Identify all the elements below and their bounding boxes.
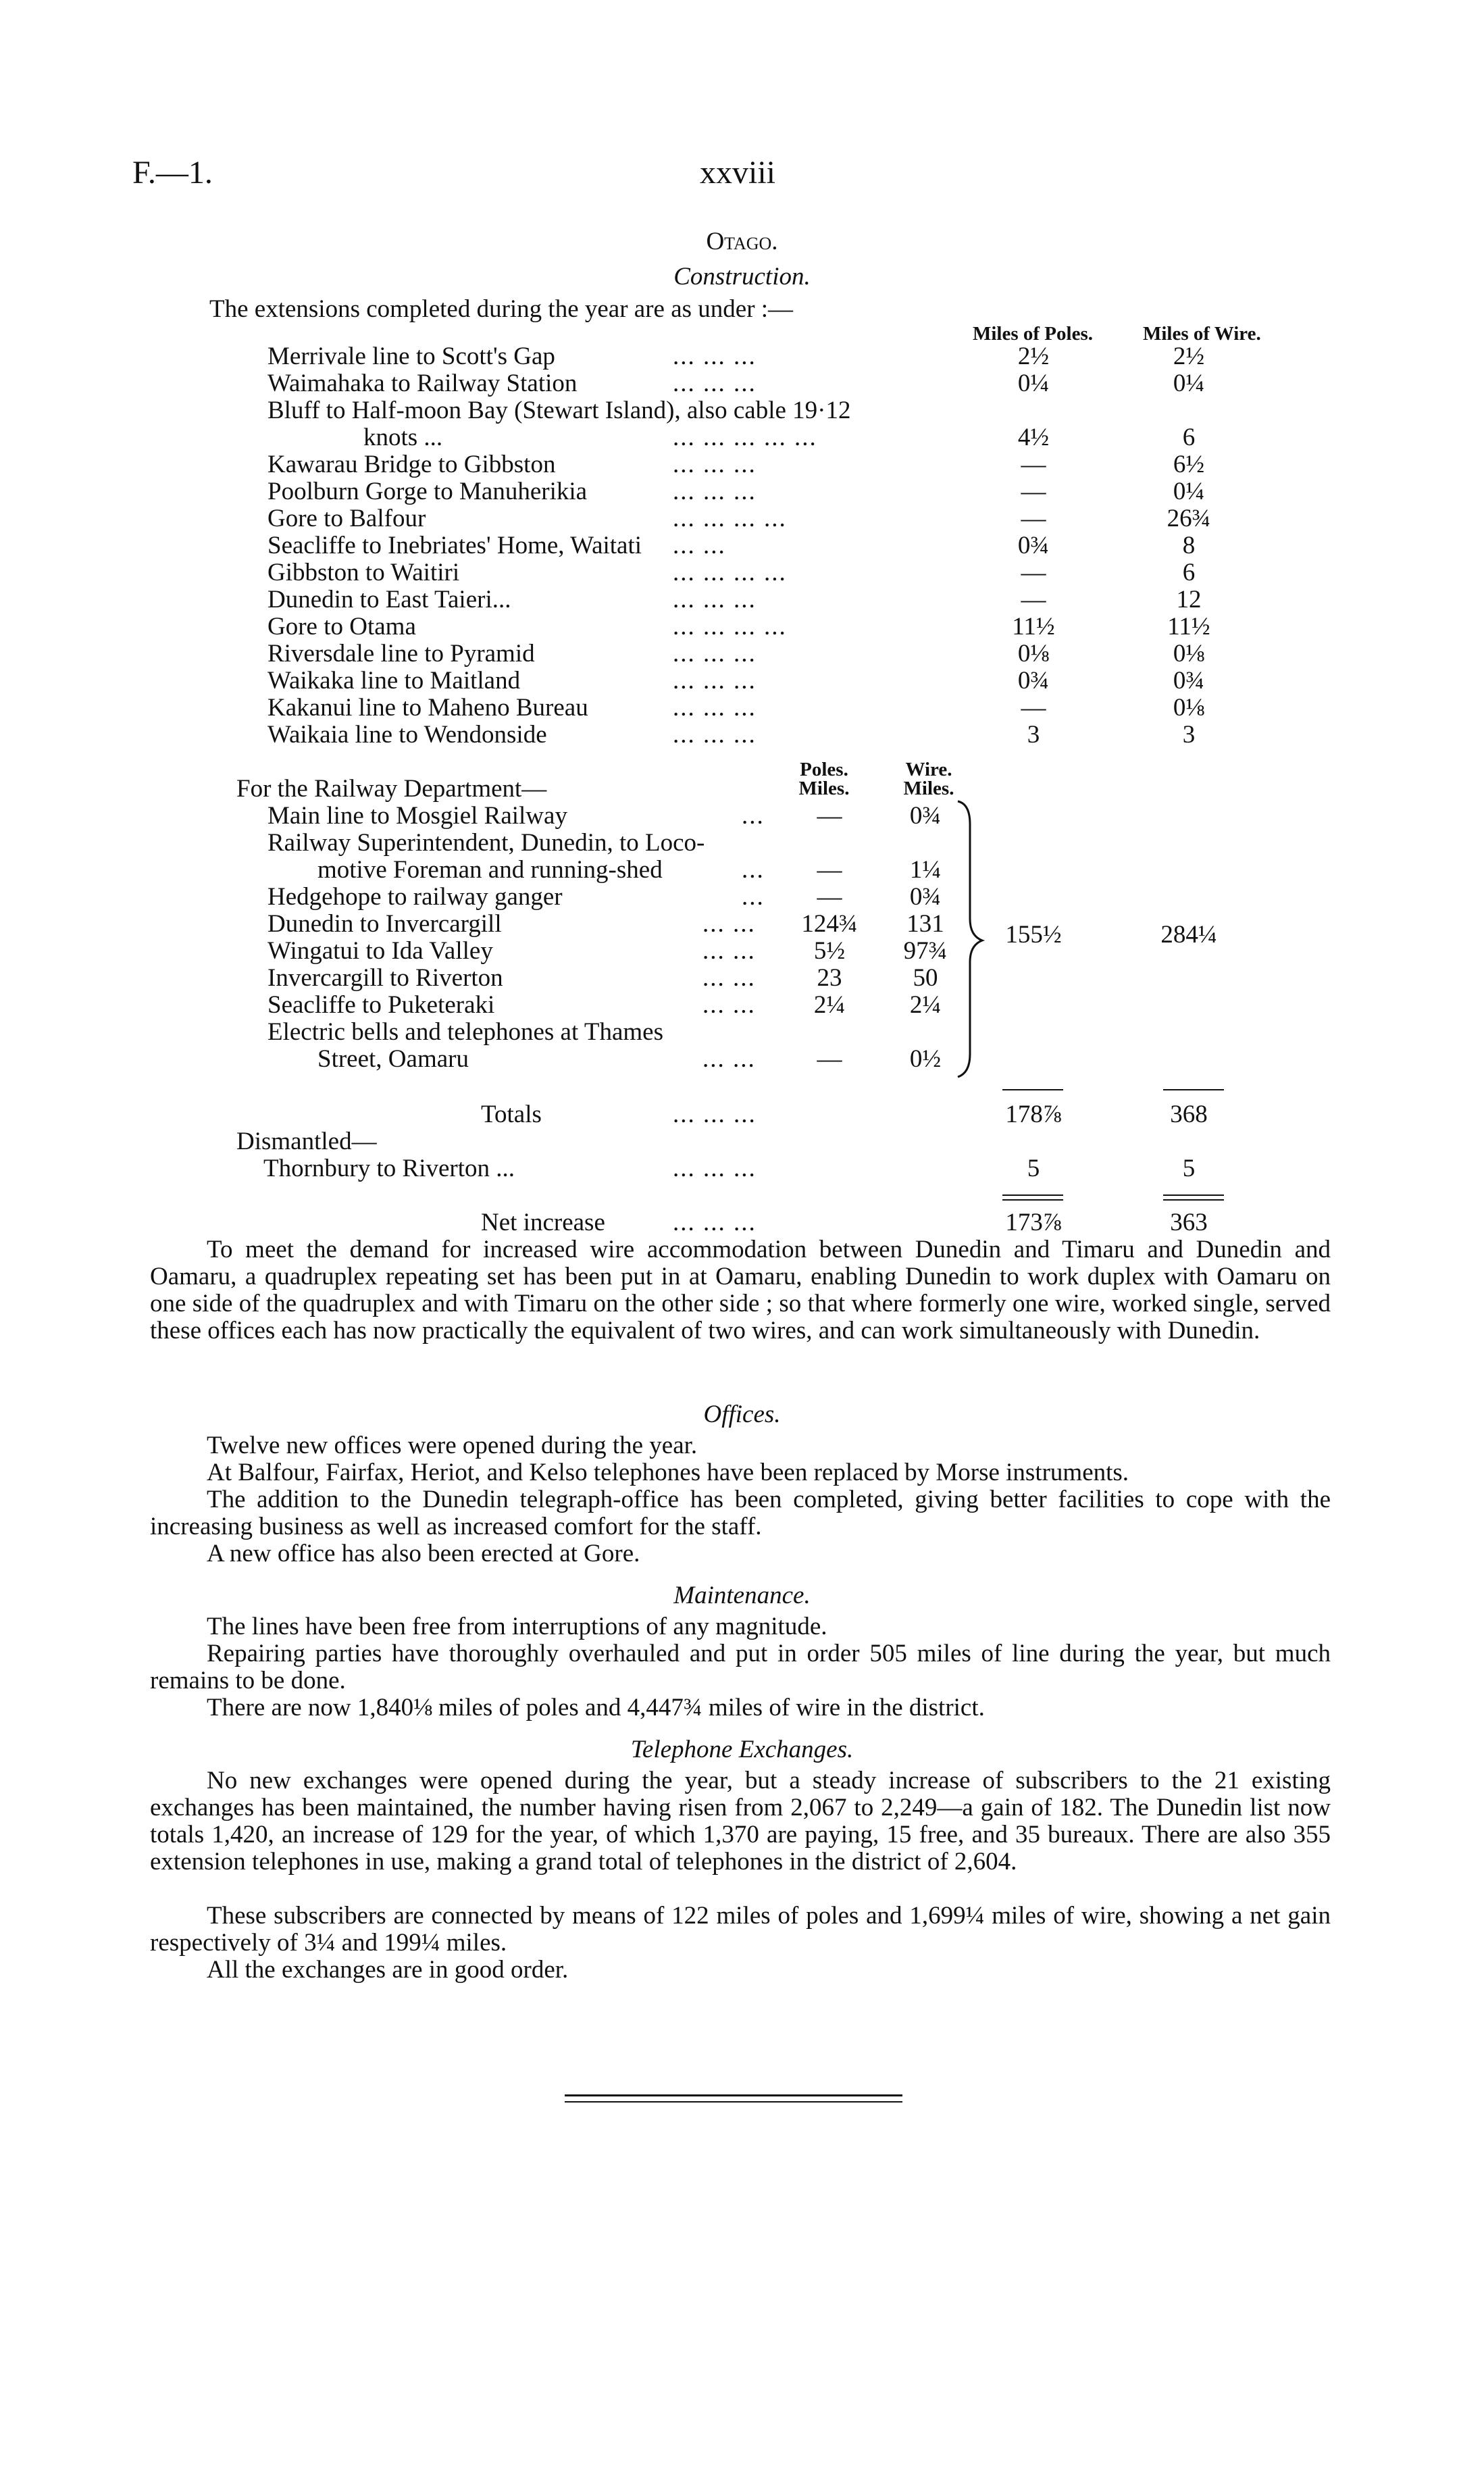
- line-dots: ... ... ... ... ...: [673, 424, 817, 451]
- line-name: Riversdale line to Pyramid: [267, 640, 535, 668]
- railway-col-wire: Wire.: [905, 759, 952, 780]
- line-wire: 11½: [1167, 613, 1210, 640]
- line-wire: 0⅛: [1173, 640, 1205, 668]
- line-poles: —: [1021, 559, 1046, 586]
- line-name: Dunedin to East Taieri...: [267, 586, 511, 613]
- line-poles: —: [1021, 478, 1046, 505]
- totals-poles: 178⅞: [1005, 1101, 1062, 1128]
- line-name: Gore to Otama: [267, 613, 416, 640]
- dismantled-dots: ... ... ...: [673, 1155, 757, 1182]
- line-poles: 0¾: [1017, 532, 1050, 559]
- maintenance-heading: Maintenance.: [673, 1582, 811, 1609]
- construction-paragraph: To meet the demand for increased wire accommodation between Dunedin and Timaru and Dunedin and Oamaru, a quadruplex repeating set has been put in at Oamaru, enabling Dunedin to work duplex with Oamaru on one side of the quadruplex and with Timaru on the other side ; so that where formerly one wire, worked single, served these offices each has now practically the equivalent of two wires, and can work simultaneously with Dunedin.: [150, 1236, 1331, 1344]
- railway-row-poles: 23: [817, 964, 842, 992]
- page-code: F.—1.: [132, 155, 213, 191]
- railway-total-wire: 284¼: [1160, 921, 1217, 949]
- line-wire: 6: [1182, 424, 1196, 451]
- line-poles: 11½: [1012, 613, 1055, 640]
- maintenance-para-1: The lines have been free from interruptions of any magnitude.: [207, 1613, 827, 1640]
- line-wire: 6½: [1173, 451, 1205, 478]
- line-dots: ... ...: [673, 532, 726, 559]
- offices-para-3: The addition to the Dunedin telegraph-office has been completed, giving better facilities to cope with the increasing business as well as increased comfort for the staff.: [150, 1486, 1331, 1540]
- railway-row-wire: 97¾: [903, 937, 948, 965]
- telephone-para-1: No new exchanges were opened during the year, but a steady increase of subscribers to the 21 existing exchanges has been maintained, the number having risen from 2,067 to 2,249—a gain of 182. The Dunedin list now totals 1,420, an increase of 129 for the year, of which 1,370 are paying, 15 free, and 35 bureaux. There are also 355 extension telephones in use, making a grand total of telephones in the district of 2,604.: [150, 1767, 1331, 1876]
- dismantled-line: Thornbury to Riverton ...: [263, 1155, 515, 1182]
- line-poles: —: [1021, 694, 1046, 722]
- totals-label: Totals: [481, 1101, 542, 1128]
- dismantled-heading: Dismantled—: [236, 1128, 377, 1155]
- line-name: Seacliffe to Inebriates' Home, Waitati: [267, 532, 642, 559]
- maintenance-para-2: Repairing parties have thoroughly overhauled and put in order 505 miles of line during the year, but much remains to be done.: [150, 1640, 1331, 1694]
- line-wire: 2½: [1173, 343, 1205, 370]
- line-name: Kawarau Bridge to Gibbston: [267, 451, 556, 478]
- closing-rule-bottom: [565, 2101, 902, 2103]
- dismantled-poles: 5: [1027, 1155, 1040, 1182]
- telephone-para-3: All the exchanges are in good order.: [207, 1956, 569, 1984]
- line-poles: 2½: [1017, 343, 1050, 370]
- line-poles: 4½: [1017, 424, 1050, 451]
- line-name: Waikaia line to Wendonside: [267, 721, 547, 749]
- line-wire: 0¼: [1173, 370, 1205, 397]
- line-wire: 12: [1176, 586, 1202, 613]
- line-poles: —: [1021, 505, 1046, 532]
- railway-row-wire: 50: [913, 964, 938, 992]
- net-rule2-wire: [1163, 1199, 1224, 1201]
- railway-row-name: Main line to Mosgiel Railway: [267, 802, 567, 830]
- railway-row-name: motive Foreman and running-shed: [317, 856, 663, 884]
- railway-row-wire: 0½: [909, 1045, 942, 1073]
- line-dots: ... ... ... ...: [673, 559, 787, 586]
- line-poles: 0¾: [1017, 667, 1050, 695]
- line-dots: ... ... ...: [673, 721, 757, 749]
- line-poles: 0⅛: [1017, 640, 1050, 668]
- railway-row-wire: 1¼: [909, 856, 942, 884]
- net-wire: 363: [1170, 1209, 1208, 1236]
- line-poles: 3: [1027, 721, 1040, 749]
- page-number: xxviii: [700, 155, 776, 191]
- line-wire: 0¼: [1173, 478, 1205, 505]
- railway-row-name: Hedgehope to railway ganger: [267, 883, 563, 911]
- line-name: Poolburn Gorge to Manuherikia: [267, 478, 588, 505]
- offices-para-1: Twelve new offices were opened during the year.: [207, 1432, 698, 1459]
- line-name: Bluff to Half-moon Bay (Stewart Island), also cable 19·12: [267, 397, 851, 424]
- railway-row-name: Wingatui to Ida Valley: [267, 937, 493, 965]
- railway-row-poles: 5½: [813, 937, 846, 965]
- railway-row-name: Electric bells and telephones at Thames: [267, 1018, 663, 1046]
- line-name: knots ...: [363, 424, 443, 451]
- railway-row-dots: ...: [742, 856, 765, 884]
- line-wire: 0⅛: [1173, 694, 1205, 722]
- net-rule-poles: [1002, 1194, 1063, 1196]
- line-wire: 3: [1182, 721, 1196, 749]
- dismantled-wire: 5: [1182, 1155, 1196, 1182]
- railway-row-poles: —: [817, 802, 842, 830]
- railway-total-poles: 155½: [1005, 921, 1062, 949]
- railway-row-wire: 0¾: [909, 802, 942, 830]
- line-poles: 0¼: [1017, 370, 1050, 397]
- railway-row-name: Railway Superintendent, Dunedin, to Loco-: [267, 829, 705, 857]
- railway-row-dots: ... ...: [702, 937, 756, 965]
- offices-heading: Offices.: [703, 1401, 781, 1428]
- railway-row-dots: ...: [742, 883, 765, 911]
- line-dots: ... ... ...: [673, 370, 757, 397]
- railway-col-wire-unit: Miles.: [903, 778, 954, 799]
- col-head-poles: Miles of Poles.: [973, 323, 1093, 345]
- totals-dots: ... ... ...: [673, 1101, 757, 1128]
- railway-row-poles: —: [817, 856, 842, 884]
- railway-row-dots: ... ...: [702, 991, 756, 1019]
- line-dots: ... ... ...: [673, 586, 757, 613]
- line-wire: 6: [1182, 559, 1196, 586]
- line-poles: —: [1021, 586, 1046, 613]
- line-dots: ... ... ... ...: [673, 505, 787, 532]
- line-dots: ... ... ...: [673, 478, 757, 505]
- railway-row-dots: ...: [742, 802, 765, 830]
- railway-heading: For the Railway Department—: [236, 775, 547, 803]
- net-rule-wire: [1163, 1194, 1224, 1196]
- railway-row-wire: 131: [906, 910, 944, 938]
- telephone-para-2: These subscribers are connected by means of 122 miles of poles and 1,699¼ miles of wire, showing a net gain respectively of 3¼ and 199¼ miles.: [150, 1902, 1331, 1957]
- construction-intro: The extensions completed during the year are as under :—: [209, 295, 794, 323]
- railway-row-wire: 0¾: [909, 883, 942, 911]
- railway-row-dots: ... ...: [702, 910, 756, 938]
- line-wire: 26¾: [1167, 505, 1211, 532]
- line-poles: —: [1021, 451, 1046, 478]
- railway-row-wire: 2¼: [909, 991, 942, 1019]
- line-wire: 0¾: [1173, 667, 1205, 695]
- line-dots: ... ... ...: [673, 640, 757, 668]
- totals-rule-wire: [1163, 1089, 1224, 1090]
- line-wire: 8: [1182, 532, 1196, 559]
- line-dots: ... ... ...: [673, 667, 757, 695]
- closing-rule-top: [565, 2094, 902, 2096]
- construction-heading: Construction.: [673, 263, 811, 291]
- railway-row-name: Invercargill to Riverton: [267, 964, 503, 992]
- net-rule2-poles: [1002, 1199, 1063, 1201]
- totals-wire: 368: [1170, 1101, 1208, 1128]
- line-name: Kakanui line to Maheno Bureau: [267, 694, 588, 722]
- maintenance-para-3: There are now 1,840⅛ miles of poles and 4,447¾ miles of wire in the district.: [207, 1694, 985, 1721]
- railway-row-poles: 2¼: [813, 991, 846, 1019]
- line-name: Gibbston to Waitiri: [267, 559, 460, 586]
- railway-brace: [952, 797, 993, 1081]
- railway-row-poles: 124¾: [801, 910, 858, 938]
- railway-row-dots: ... ...: [702, 1045, 756, 1073]
- net-poles: 173⅞: [1005, 1209, 1062, 1236]
- railway-row-name: Street, Oamaru: [317, 1045, 469, 1073]
- line-dots: ... ... ...: [673, 694, 757, 722]
- region-title: Otago.: [706, 228, 778, 255]
- railway-row-name: Seacliffe to Puketeraki: [267, 991, 495, 1019]
- line-dots: ... ... ... ...: [673, 613, 787, 640]
- line-name: Gore to Balfour: [267, 505, 426, 532]
- totals-rule-poles: [1002, 1089, 1063, 1090]
- line-dots: ... ... ...: [673, 343, 757, 370]
- railway-row-poles: —: [817, 883, 842, 911]
- line-name: Merrivale line to Scott's Gap: [267, 343, 555, 370]
- railway-row-name: Dunedin to Invercargill: [267, 910, 502, 938]
- railway-row-poles: —: [817, 1045, 842, 1073]
- net-dots: ... ... ...: [673, 1209, 757, 1236]
- col-head-wire: Miles of Wire.: [1143, 323, 1261, 345]
- railway-row-dots: ... ...: [702, 964, 756, 992]
- offices-para-2: At Balfour, Fairfax, Heriot, and Kelso telephones have been replaced by Morse instruments.: [207, 1459, 1129, 1486]
- offices-para-4: A new office has also been erected at Gore.: [207, 1540, 640, 1567]
- railway-col-poles-unit: Miles.: [798, 778, 850, 799]
- railway-col-poles: Poles.: [800, 759, 848, 780]
- line-name: Waimahaka to Railway Station: [267, 370, 578, 397]
- telephone-heading: Telephone Exchanges.: [630, 1736, 854, 1763]
- net-label: Net increase: [481, 1209, 605, 1236]
- line-dots: ... ... ...: [673, 451, 757, 478]
- line-name: Waikaka line to Maitland: [267, 667, 521, 695]
